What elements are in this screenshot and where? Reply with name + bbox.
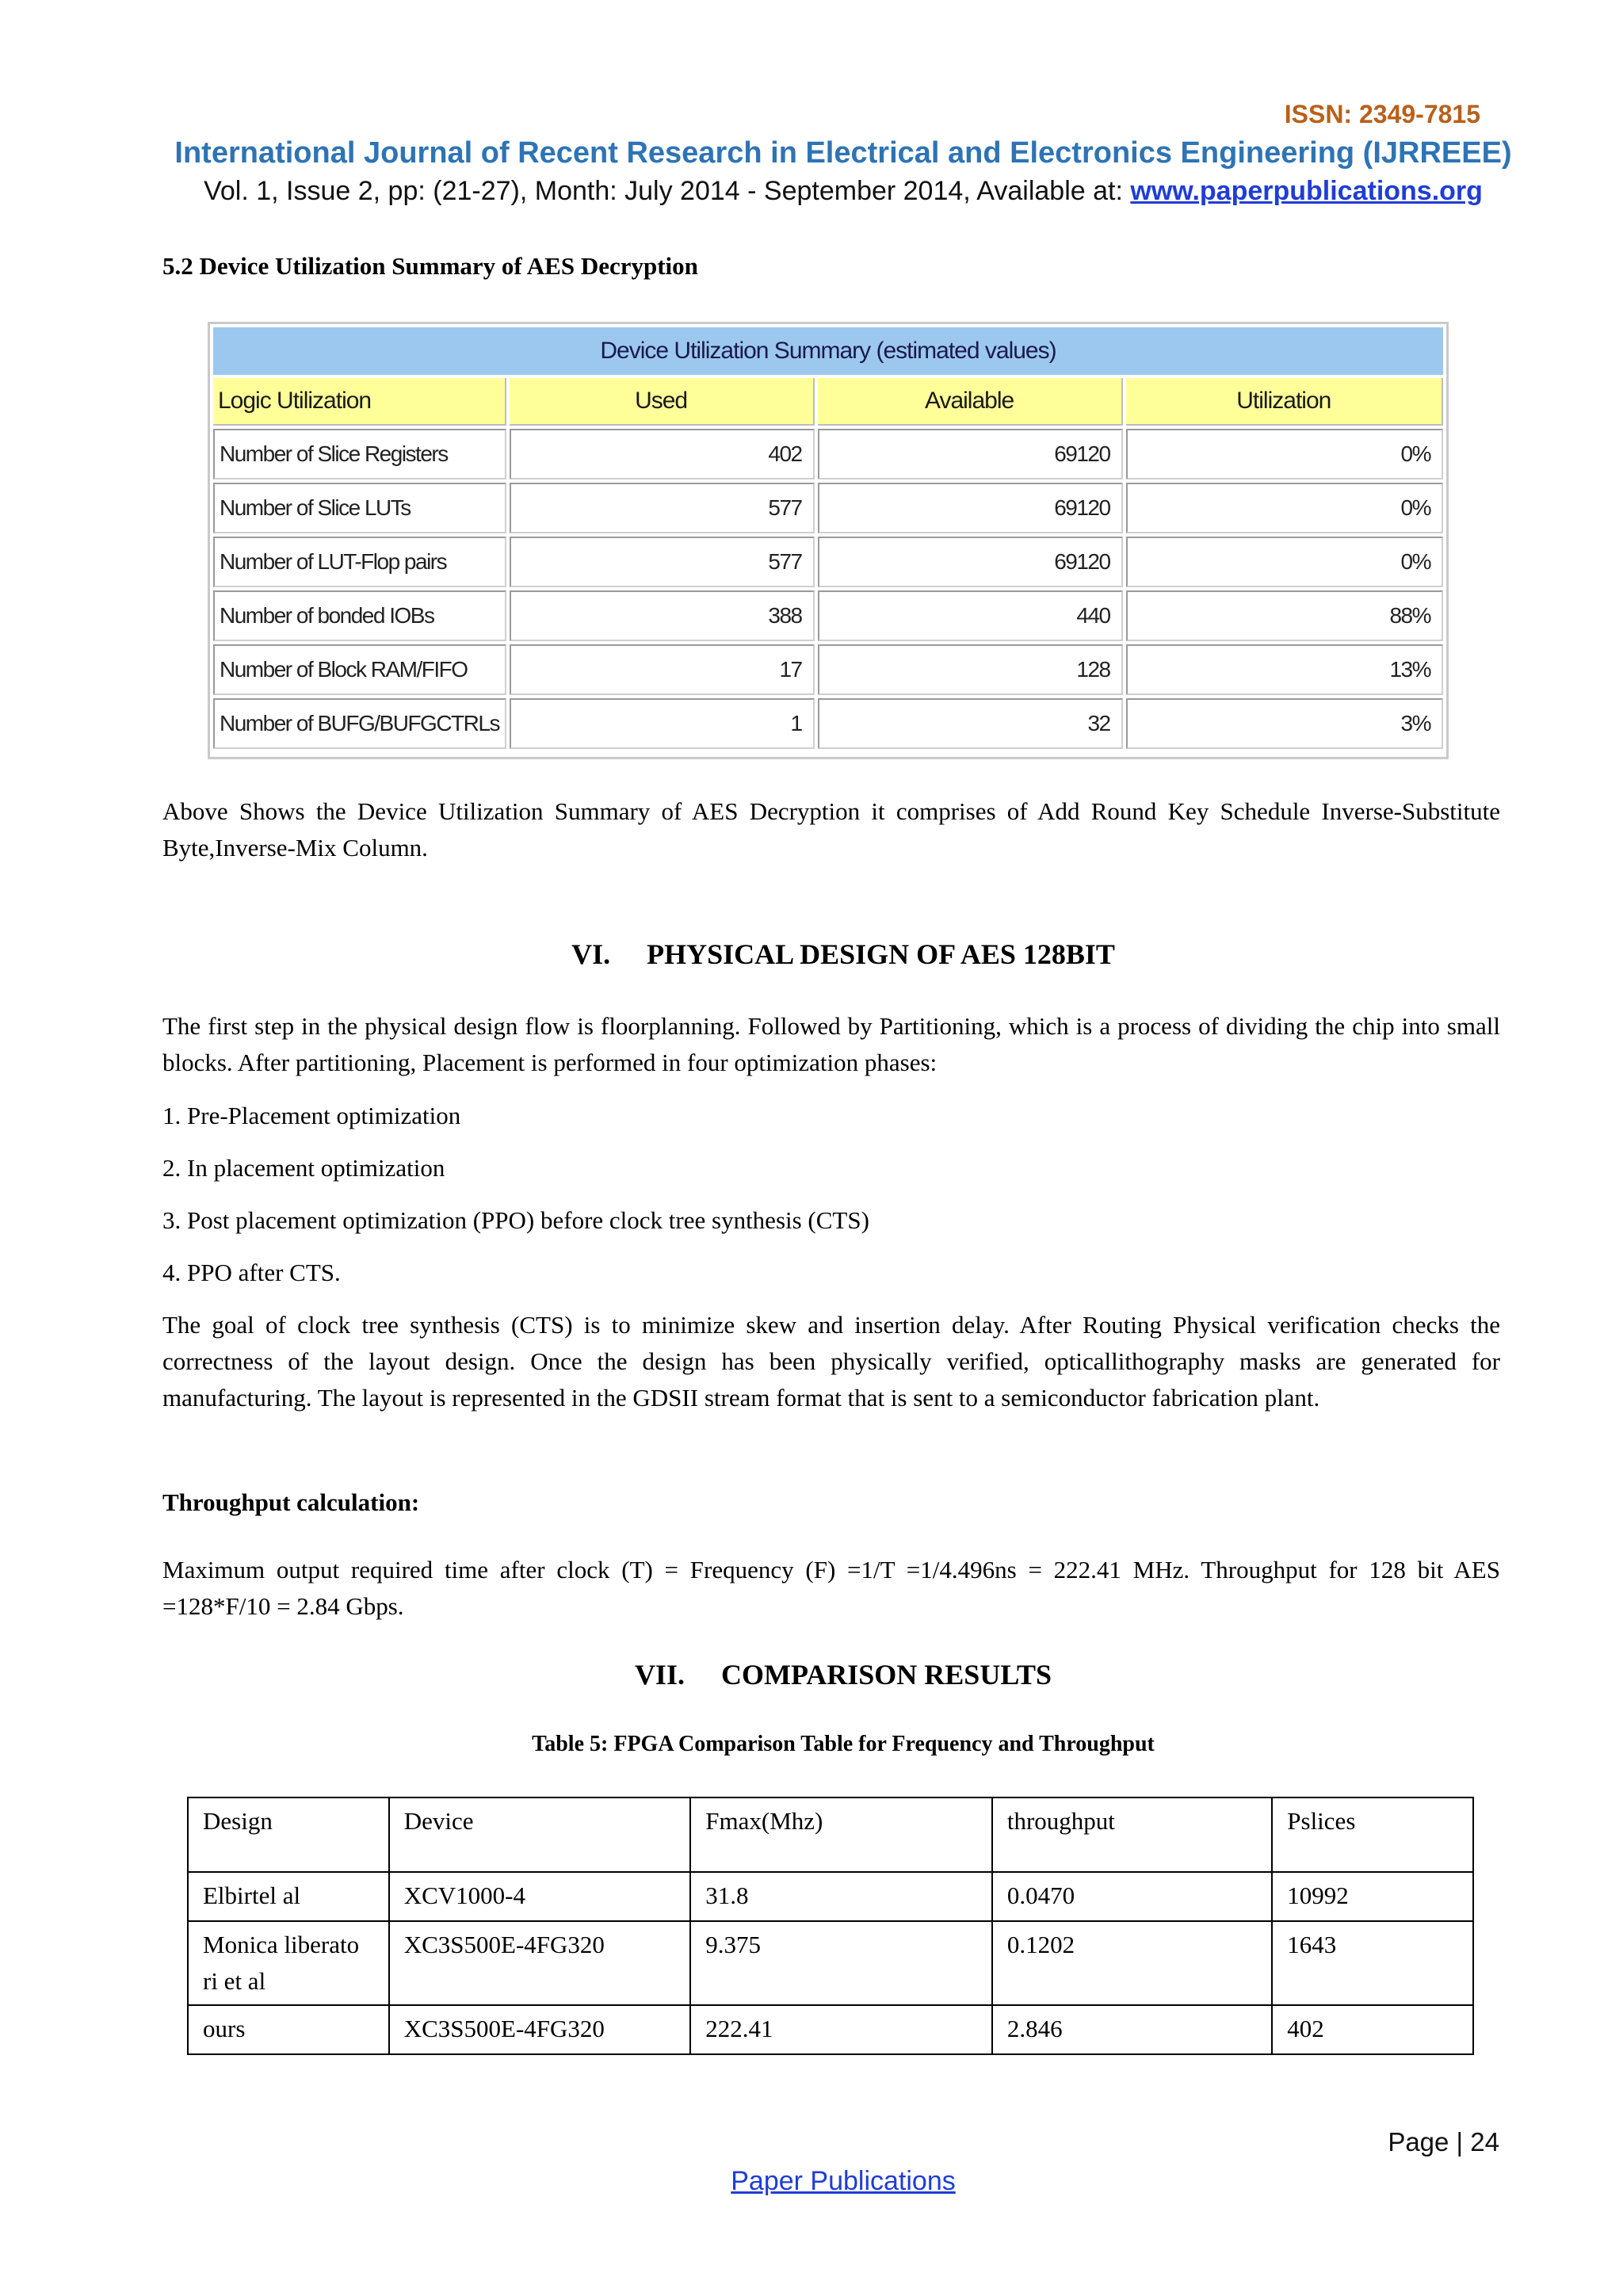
table-cell: Elbirtel al [188, 1872, 389, 1921]
col-design: Design [188, 1797, 389, 1872]
table-cell: 88% [1126, 590, 1443, 641]
table-row [213, 429, 1443, 479]
table-cell: 0% [1126, 537, 1443, 587]
table-cell: 402 [510, 429, 815, 479]
section-heading-vii [0, 1658, 1623, 1691]
table-cell: 388 [510, 590, 815, 641]
table-cell: 17 [510, 644, 815, 695]
optimization-phase-list [162, 1098, 1500, 1307]
paragraph-physical-design: The first step in the physical design flow is floorplanning. Followed by Partitioning, which is a process of dividing the chip into small blocks. After partitioning, Placement is performed in four optimization phases: [162, 1012, 1500, 1076]
table-cell: 577 [510, 537, 815, 587]
table-cell: 1643 [1272, 1921, 1473, 2005]
section-number: VI. [571, 938, 611, 970]
table-cell: 402 [1272, 2005, 1473, 2054]
table-cell: 577 [510, 483, 815, 533]
section-number: VII. [634, 1659, 685, 1690]
section-title: PHYSICAL DESIGN OF AES 128BIT [647, 938, 1115, 970]
table-cell: 69120 [818, 429, 1123, 479]
col-available: Available [818, 378, 1123, 426]
col-utilization: Utilization [1126, 378, 1443, 426]
table-cell: 9.375 [690, 1921, 992, 2005]
table-row [213, 644, 1443, 695]
table-cell: Number of Block RAM/FIFO [213, 644, 506, 695]
footer [0, 2166, 1623, 2197]
table-cell: 32 [818, 698, 1123, 749]
table-cell: 3% [1126, 698, 1443, 749]
device-utilization-screenshot [208, 322, 1449, 759]
table-caption: Table 5: FPGA Comparison Table for Frequency and Throughput [532, 1732, 1155, 1756]
journal-title: International Journal of Recent Research in Electrical and Electronics Engineering (IJRREEE) [174, 136, 1512, 170]
table-cell: ours [188, 2005, 389, 2054]
table-cell: 128 [818, 644, 1123, 695]
table-cell: 1 [510, 698, 815, 749]
col-logic-utilization: Logic Utilization [213, 378, 506, 426]
list-item: 2. In placement optimization [162, 1154, 445, 1182]
list-item: 3. Post placement optimization (PPO) before clock tree synthesis (CTS) [162, 1206, 869, 1234]
table-cell: Number of BUFG/BUFGCTRLs [213, 698, 506, 749]
table-cell: 69120 [818, 537, 1123, 587]
table-cell: Number of LUT-Flop pairs [213, 537, 506, 587]
table-cell: XC3S500E-4FG320 [389, 1921, 691, 2005]
table-row [213, 698, 1443, 749]
table-cell: 0.0470 [992, 1872, 1272, 1921]
table-row [188, 1872, 1473, 1921]
table-cell: Number of Slice LUTs [213, 483, 506, 533]
list-item: 1. Pre-Placement optimization [162, 1102, 461, 1129]
section-heading-5-2: 5.2 Device Utilization Summary of AES Decryption [162, 252, 698, 280]
table-cell: 2.846 [992, 2005, 1272, 2054]
page-number: Page | 24 [1388, 2127, 1499, 2157]
device-utilization-table [210, 324, 1446, 752]
table-row [213, 483, 1443, 533]
col-fmax: Fmax(Mhz) [690, 1797, 992, 1872]
table-cell: 0% [1126, 429, 1443, 479]
table-cell: Monica liberato ri et al [188, 1921, 389, 2005]
table-header-row [188, 1797, 1473, 1872]
table-row [188, 2005, 1473, 2054]
table-cell: 0.1202 [992, 1921, 1272, 2005]
table-cell: 13% [1126, 644, 1443, 695]
section-heading-vi [0, 938, 1623, 971]
paragraph-throughput: Maximum output required time after clock (T) = Frequency (F) =1/T =1/4.496ns = 222.41 MHz. Throughput for 128 bit AES =128*F/10 = 2.84 Gbps. [162, 1556, 1500, 1620]
col-pslices: Pslices [1272, 1797, 1473, 1872]
list-item: 4. PPO after CTS. [162, 1259, 341, 1286]
table-cell: XCV1000-4 [389, 1872, 691, 1921]
table-cell: 31.8 [690, 1872, 992, 1921]
volume-line [0, 176, 1623, 207]
col-used: Used [510, 378, 815, 426]
utilization-table-title: Device Utilization Summary (estimated values) [213, 327, 1443, 375]
table-row [213, 537, 1443, 587]
table-cell: 0% [1126, 483, 1443, 533]
table-cell: 222.41 [690, 2005, 992, 2054]
journal-website-link[interactable]: www.paperpublications.org [1130, 176, 1483, 206]
table-row [188, 1921, 1473, 2005]
table-row [213, 590, 1443, 641]
col-throughput: throughput [992, 1797, 1272, 1872]
issn: ISSN: 2349-7815 [1284, 100, 1480, 128]
table-cell: Number of Slice Registers [213, 429, 506, 479]
publisher-link[interactable]: Paper Publications [731, 2166, 956, 2196]
throughput-heading: Throughput calculation: [162, 1488, 420, 1516]
table-cell: 440 [818, 590, 1123, 641]
paragraph-utilization-summary: Above Shows the Device Utilization Summary of AES Decryption it comprises of Add Round Key Schedule Inverse-Substitute Byte,Inverse-Mix Column. [162, 797, 1500, 861]
table-cell: Number of bonded IOBs [213, 590, 506, 641]
table-cell: 10992 [1272, 1872, 1473, 1921]
comparison-table [187, 1797, 1474, 2055]
paragraph-cts: The goal of clock tree synthesis (CTS) is to minimize skew and insertion delay. After Routing Physical verification checks the correctness of the layout design. Once the design has been physically verified, opticallithography masks are generated for manufacturing. The layout is represented in the GDSII stream format that is sent to a semiconductor fabrication plant. [162, 1311, 1500, 1412]
table-cell: XC3S500E-4FG320 [389, 2005, 691, 2054]
table-cell: 69120 [818, 483, 1123, 533]
volume-text: Vol. 1, Issue 2, pp: (21-27), Month: July 2014 - September 2014, Available at: [204, 176, 1131, 206]
col-device: Device [389, 1797, 691, 1872]
section-title: COMPARISON RESULTS [720, 1659, 1052, 1690]
